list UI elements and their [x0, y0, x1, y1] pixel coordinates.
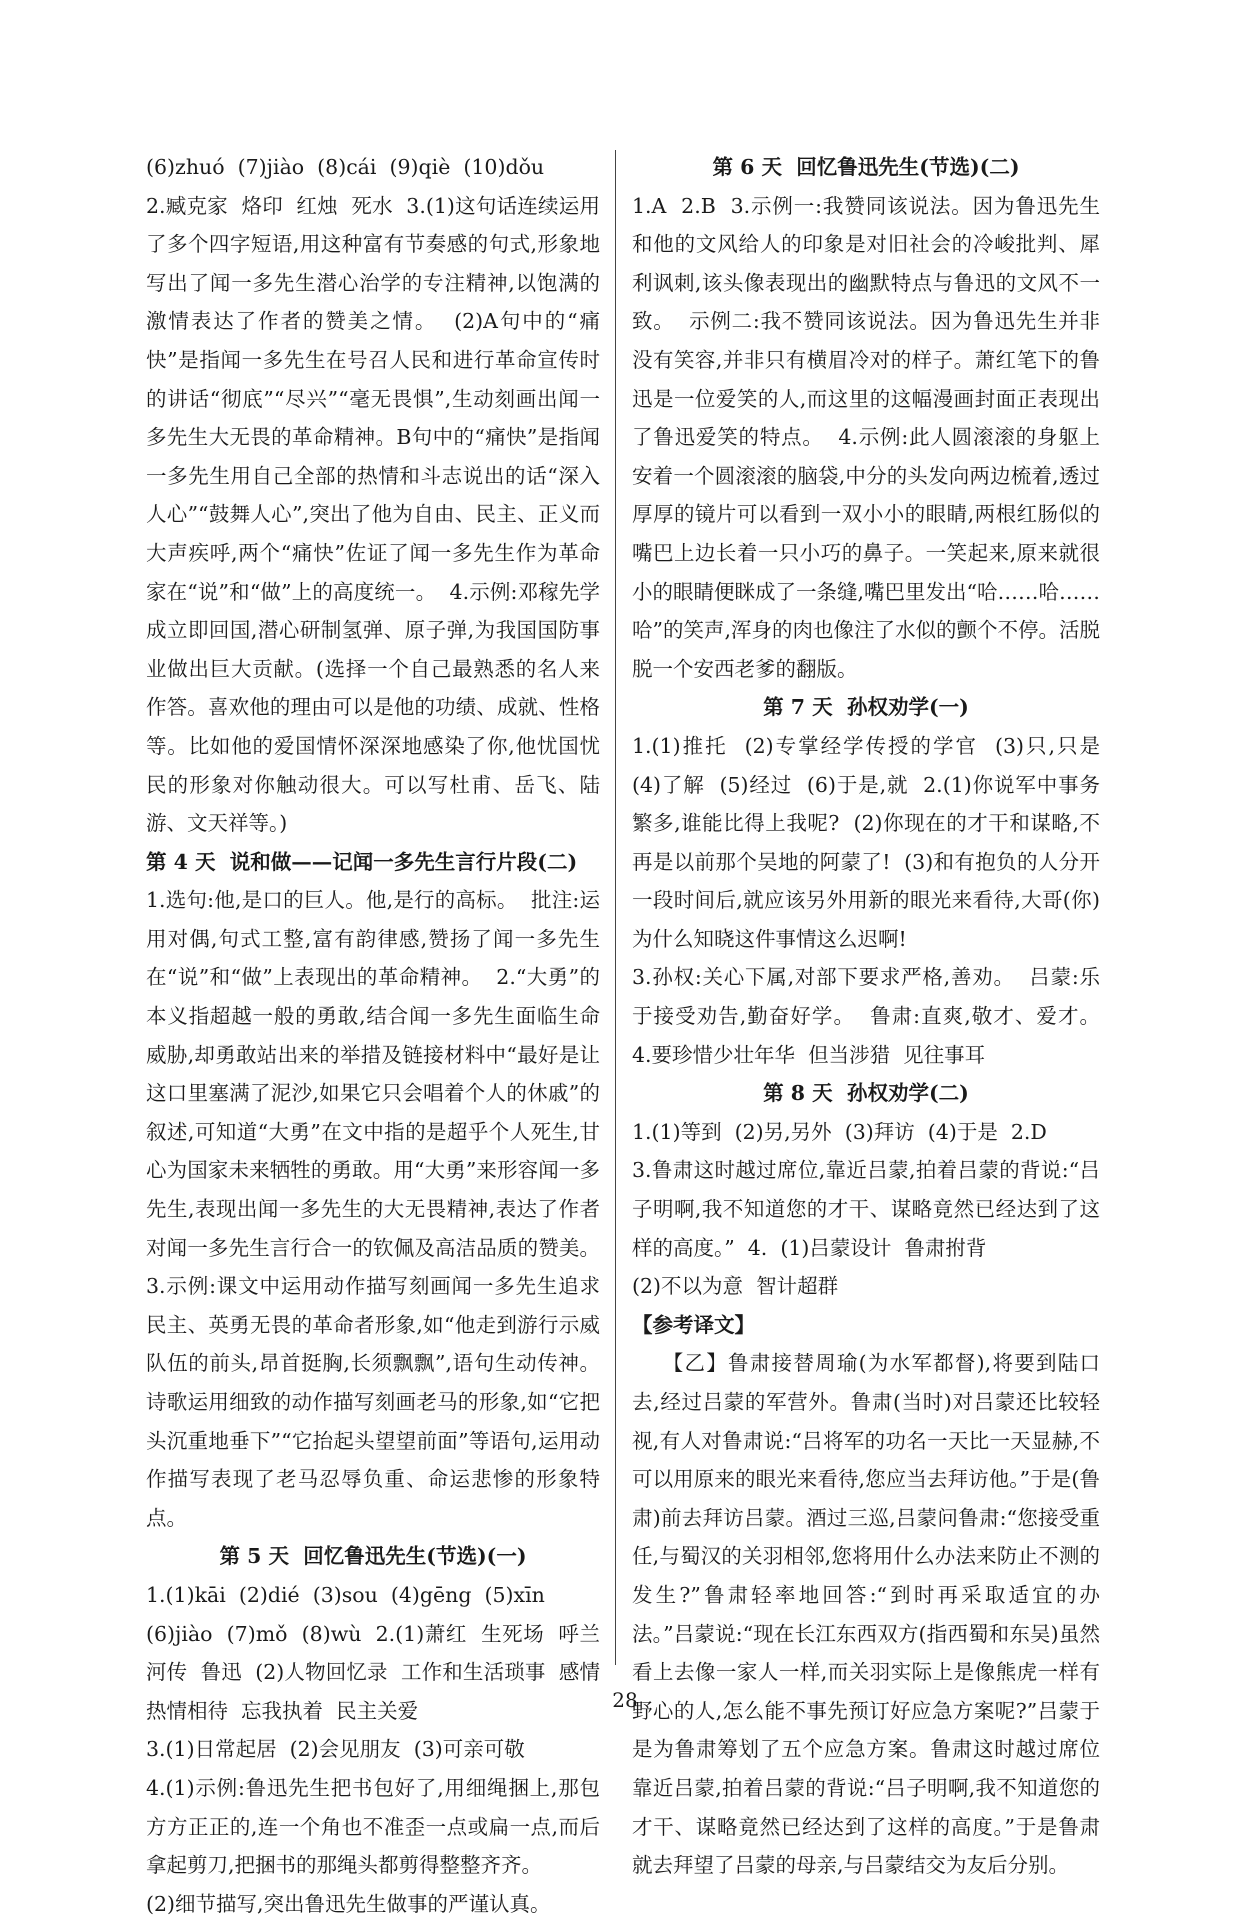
- answer-paragraph: 1.选句:他,是口的巨人。他,是行的高标。 批注:运用对偶,句式工整,富有韵律感,赞扬了闻一多先生在“说”和“做”上表现出的革命精神。 2.“大勇”的本义指超越一般的勇敢,结合闻一多先生面临生命威胁,却勇敢站出来的举措及链接材料中“最好是让这口里塞满了泥沙,如果它只会唱着个人的休戚”的叙述,可知道“大勇”在文中指的是超乎个人死生,甘心为国家未来牺牲的勇敢。用“大勇”来形容闻一多先生,表现出闻一多先生的大无畏精神,表达了作者对闻一多先生言行合一的钦佩及高洁品质的赞美。 3.示例:课文中运用动作描写刻画闻一多先生追求民主、英勇无畏的革命者形象,如“他走到游行示威队伍的前头,昂首挺胸,长须飘飘”,语句生动传神。诗歌运用细致的动作描写刻画老马的形象,如“它把头沉重地垂下”“它抬起头望望前面”等语句,运用动作描写表现了老马忍辱负重、命运悲惨的形象特点。: [146, 888, 614, 1530]
- answer-paragraph: 1.(1)kāi (2)dié (3)sou (4)gēng (5)xīn: [146, 1582, 545, 1607]
- left-column: [146, 148, 614, 1923]
- answer-paragraph: (6)jiào (7)mǒ (8)wù 2.(1)萧红 生死场 呼兰河传 鲁迅 (2)人物回忆录 工作和生活琐事 感情 热情相待 忘我执着 民主关爱: [146, 1621, 614, 1723]
- answer-paragraph: (2)不以为意 智计超群: [632, 1274, 839, 1299]
- answer-paragraph: 3.孙权:关心下属,对部下要求严格,善劝。 吕蒙:乐于接受劝告,勤奋好学。 鲁肃:直爽,敬才、爱才。 4.要珍惜少壮年华 但当涉猎 见往事耳: [632, 965, 1114, 1067]
- right-column: [632, 148, 1114, 1885]
- section-heading: 第 7 天 孙权劝学(一): [763, 695, 969, 720]
- answer-paragraph: 2.臧克家 烙印 红烛 死水 3.(1)这句话连续运用了多个四字短语,用这种富有节奏感的句式,形象地写出了闻一多先生潜心治学的专注精神,以饱满的激情表达了作者的赞美之情。 (2)A句中的“痛快”是指闻一多先生在号召人民和进行革命宣传时的讲话“彻底”“尽兴”“毫无畏惧”,生动刻画出闻一多先生大无畏的革命精神。B句中的“痛快”是指闻一多先生用自己全部的热情和斗志说出的话“深入人心”“鼓舞人心”,突出了他为自由、民主、正义而大声疾呼,两个“痛快”佐证了闻一多先生作为革命家在“说”和“做”上的高度统一。 4.示例:邓稼先学成立即回国,潜心研制氢弹、原子弹,为我国国防事业做出巨大贡献。(选择一个自己最熟悉的名人来作答。喜欢他的理由可以是他的功绩、成就、性格等。比如他的爱国情怀深深地感染了你,他忧国忧民的形象对你触动很大。可以写杜甫、岳飞、陆游、文天祥等。): [146, 193, 600, 836]
- section-heading: 第 6 天 回忆鲁迅先生(节选)(二): [712, 155, 1020, 179]
- section-heading: 【参考译文】: [632, 1312, 755, 1337]
- answer-paragraph: 3.鲁肃这时越过席位,靠近吕蒙,拍着吕蒙的背说:“吕子明啊,我不知道您的才干、谋略竟然已经达到了这样的高度。” 4. (1)吕蒙设计 鲁肃拊背: [632, 1158, 1100, 1260]
- answer-paragraph: (6)zhuó (7)jiào (8)cái (9)qiè (10)dǒu: [146, 155, 545, 179]
- answer-paragraph: 1.(1)等到 (2)另,另外 (3)拜访 (4)于是 2.D: [632, 1119, 1047, 1144]
- column-divider: [615, 150, 616, 1665]
- section-heading: 第 8 天 孙权劝学(二): [763, 1081, 969, 1106]
- answer-paragraph: 【乙】鲁肃接替周瑜(为水军都督),将要到陆口去,经过吕蒙的军营外。鲁肃(当时)对吕蒙还比较轻视,有人对鲁肃说:“吕将军的功名一天比一天显赫,不可以用原来的眼光来看待,您应当去拜访他。”于是(鲁肃)前去拜访吕蒙。酒过三巡,吕蒙问鲁肃:“您接受重任,与蜀汉的关羽相邻,您将用什么办法来防止不测的发生?”鲁肃轻率地回答:“到时再采取适宜的办法。”吕蒙说:“现在长江东西双方(指西蜀和东吴)虽然看上去像一家人一样,而关羽实际上是像熊虎一样有野心的人,怎么能不事先预订好应急方案呢?”吕蒙于是为鲁肃筹划了五个应急方案。鲁肃这时越过席位靠近吕蒙,拍着吕蒙的背说:“吕子明啊,我不知道您的才干、谋略竟然已经达到了这样的高度。”于是鲁肃就去拜望了吕蒙的母亲,与吕蒙结交为友后分别。: [632, 1351, 1100, 1878]
- section-heading: 第 5 天 回忆鲁迅先生(节选)(一): [219, 1544, 527, 1569]
- answer-paragraph: 1.(1)推托 (2)专掌经学传授的学官 (3)只,只是 (4)了解 (5)经过 (6)于是,就 2.(1)你说军中事务繁多,谁能比得上我呢? (2)你现在的才干和谋略,不再是以前那个吴地的阿蒙了! (3)和有抱负的人分开一段时间后,就应该另外用新的眼光来看待,大哥(你)为什么知晓这件事情这么迟啊!: [632, 733, 1114, 951]
- page-number: 28: [612, 1688, 638, 1712]
- answer-paragraph: 3.(1)日常起居 (2)会见朋友 (3)可亲可敬: [146, 1737, 525, 1762]
- answer-paragraph: 4.(1)示例:鲁迅先生把书包好了,用细绳捆上,那包方方正正的,连一个角也不准歪一点或扁一点,而后拿起剪刀,把捆书的那绳头都剪得整整齐齐。: [146, 1775, 600, 1878]
- answer-paragraph: (2)细节描写,突出鲁迅先生做事的严谨认真。: [146, 1891, 551, 1916]
- answer-paragraph: 1.A 2.B 3.示例一:我赞同该说法。因为鲁迅先生和他的文风给人的印象是对旧社会的冷峻批判、犀利讽刺,该头像表现出的幽默特点与鲁迅的文风不一致。 示例二:我不赞同该说法。因为鲁迅先生并非没有笑容,并非只有横眉冷对的样子。萧红笔下的鲁迅是一位爱笑的人,而这里的这幅漫画封面正表现出了鲁迅爱笑的特点。 4.示例:此人圆滚滚的身躯上安着一个圆滚滚的脑袋,中分的头发向两边梳着,透过厚厚的镜片可以看到一双小小的眼睛,两根红肠似的嘴巴上边长着一只小巧的鼻子。一笑起来,原来就很小的眼睛便眯成了一条缝,嘴巴里发出“哈……哈……哈”的笑声,浑身的肉也像注了水似的颤个不停。活脱脱一个安西老爹的翻版。: [632, 193, 1100, 681]
- section-heading: 第 4 天 说和做——记闻一多先生言行片段(二): [146, 849, 578, 874]
